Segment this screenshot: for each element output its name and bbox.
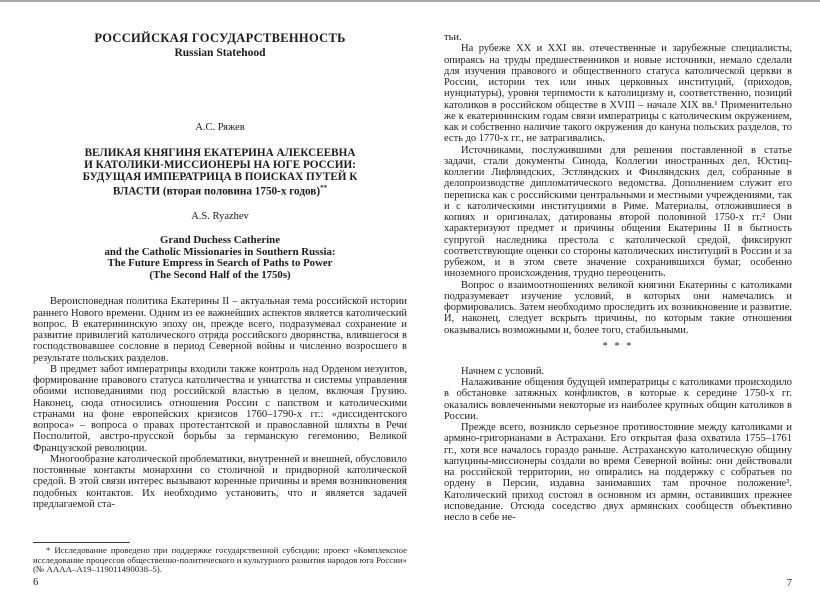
page-right bbox=[444, 32, 792, 602]
article-title-ru-line: ВЛАСТИ (вторая половина 1750-х годов)** bbox=[112, 184, 328, 199]
right-page-body-before-separator bbox=[444, 32, 792, 336]
paragraph: Вопрос о взаимоотношениях великой княгини Екатерины с католиками подразумевает изучение условий, в которых они намечались и формировались. Затем необходимо проследить их возникновение и развитие. И, наконец, следует вскрыть причины, по которым такие отношения оказывались возможными и, более того, стабильными. bbox=[444, 279, 792, 336]
article-title-ru-line: БУДУЩАЯ ИМПЕРАТРИЦА В ПОИСКАХ ПУТЕЙ К bbox=[82, 170, 358, 183]
article-title-en-line: The Future Empress in Search of Paths to Power bbox=[107, 257, 333, 270]
article-title-ru-line: ВЕЛИКАЯ КНЯГИНЯ ЕКАТЕРИНА АЛЕКСЕЕВНА bbox=[84, 147, 356, 159]
paragraph: Начнем с условий. bbox=[461, 365, 545, 377]
author-name-ru: А.С. Ряжев bbox=[195, 122, 245, 133]
paragraph: Источниками, послужившими для решения поставленной в статье задачи, стали документы Синода, Коллегии иностранных дел, Юстиц-коллегии Лифляндских, Эстляндских и Финляндских дел, собранные в делопроизводстве дипломатического ведомства. Дополнением служит его переписка как с российскими центральными и местными учреждениями, так и с католическими институциями в Риме. Материалы, отложившиеся в копиях и оригиналах, датированы второй половиной 1750-х гг.² Они характеризуют предмет и причины общения Екатерины II в бытность супругой наследника престола с католической средой, фиксируют соответствующие оценки со стороны католических институций в России и за рубежом, и в этом свете значение сохранившихся бумаг, особенно иноземного происхождения, трудно переоценить. bbox=[444, 144, 792, 280]
page-number-left: 6 bbox=[33, 577, 39, 588]
paragraph: Налаживание общения будущей императрицы с католиками происходило в обстановке затяжных конфликтов, в которые к середине 1750-х гг. оказались вовлеченными некоторые из наиболее крупных общин католиков в России. bbox=[444, 377, 792, 422]
article-title-en-line: Grand Duchess Catherine bbox=[160, 233, 280, 246]
paragraph: Прежде всего, возникло серьезное противостояние между католиками и армяно-григорианами в Астрахани. Его открытая фаза охватила 1755–1761 гг., хотя все началось гораздо раньше. Астраханскую католическую общину капуцины-миссионеры создали во время Северной войны: они действовали на российской территории, но опирались на поддержку с собратьев по ордену в Персии, издавна занимавших там прочное положение³. Католический приход состоял в основном из армян, оставивших прежнее исповедание. Отсюда соседство двух армянских сообществ объективно несло в себе не- bbox=[444, 422, 792, 523]
footnote-text: * Исследование проведено при поддержке государственной субсидии; проект «Комплексное исследование процессов общественно-политического и культурного развития народов юга России» (№ АААА–А19–119011490038–5). bbox=[33, 545, 407, 575]
series-title-en: Russian Statehood bbox=[174, 47, 266, 59]
article-title-ru bbox=[33, 148, 407, 199]
section-separator: * * * bbox=[602, 340, 634, 352]
title-footnote-mark: ** bbox=[320, 184, 328, 193]
paragraph: тьи. bbox=[444, 32, 462, 43]
left-page-body bbox=[33, 296, 407, 510]
footnote-rule bbox=[33, 542, 130, 543]
article-title-en-line: and the Catholic Missionaries in Southern Russia: bbox=[104, 245, 336, 258]
footnote-block bbox=[33, 542, 407, 575]
article-title-ru-line: И КАТОЛИКИ-МИССИОНЕРЫ НА ЮГЕ РОССИИ: bbox=[84, 158, 356, 171]
author-name-en: A.S. Ryazhev bbox=[191, 210, 249, 222]
right-page-body-after-separator bbox=[444, 366, 792, 524]
page-left bbox=[33, 31, 407, 601]
paragraph: Вероисповедная политика Екатерины II – актуальная тема российской истории раннего Нового времени. Одним из ее важнейших аспектов является католический вопрос. В екатерининскую эпоху он, прежде всего, подразумевал сохранение и развитие привилегий католического отряда российского дворянства, влившегося в господствовавшее сословие в период Северной войны и численно возросшего в результате польских разделов. bbox=[33, 296, 407, 364]
paragraph: На рубеже XX и XXI вв. отечественные и зарубежные специалисты, опираясь на труды предшественников и новые источники, немало сделали для изучения правового и общественного статуса католической церкви в России, истории тех или иных церковных институций, (приходов, нунциатуры), уровня терпимости к католицизму и, соответственно, позиций католиков в российском обществе в XVIII – начале XIX вв.¹ Применительно же к екатерининским годам связи императрицы с католическим окружением, как и собственно наличие такого окружения до кануна польских разделов, то есть до 1770-х гг., не затрагивались. bbox=[444, 43, 792, 145]
series-title-ru: РОССИЙСКАЯ ГОСУДАРСТВЕННОСТЬ bbox=[94, 31, 346, 45]
scan-top-edge bbox=[0, 0, 820, 2]
paragraph: В предмет забот императрицы входили также контроль над Орденом иезуитов, формирование правового статуса католичества и униатства и системы управления обоими исповеданиями под российской властью в целом, включая Грузию. Наконец, сюда относились отношения России с папством и католическими странами на фоне европейских кризисов 1760–1790-х гг.: «диссидентского вопроса» – вопроса о правах протестантской и православной шляхты в Речи Посполитой, австро-прусской борьбы за германскую гегемонию, Великой Французской революции. bbox=[33, 363, 407, 454]
article-title-en bbox=[33, 235, 407, 281]
paragraph: Многообразие католической проблематики, внутренней и внешней, обусловило постоянные контакты монархини со столичной и придворной католической средой. В этой связи интерес вызывают коренные причины и время возникновения подобных контактов. Их необходимо установить, что и является задачей предлагаемой ста- bbox=[33, 453, 407, 510]
article-title-en-line: (The Second Half of the 1750s) bbox=[149, 268, 291, 281]
page-number-right: 7 bbox=[786, 578, 792, 589]
